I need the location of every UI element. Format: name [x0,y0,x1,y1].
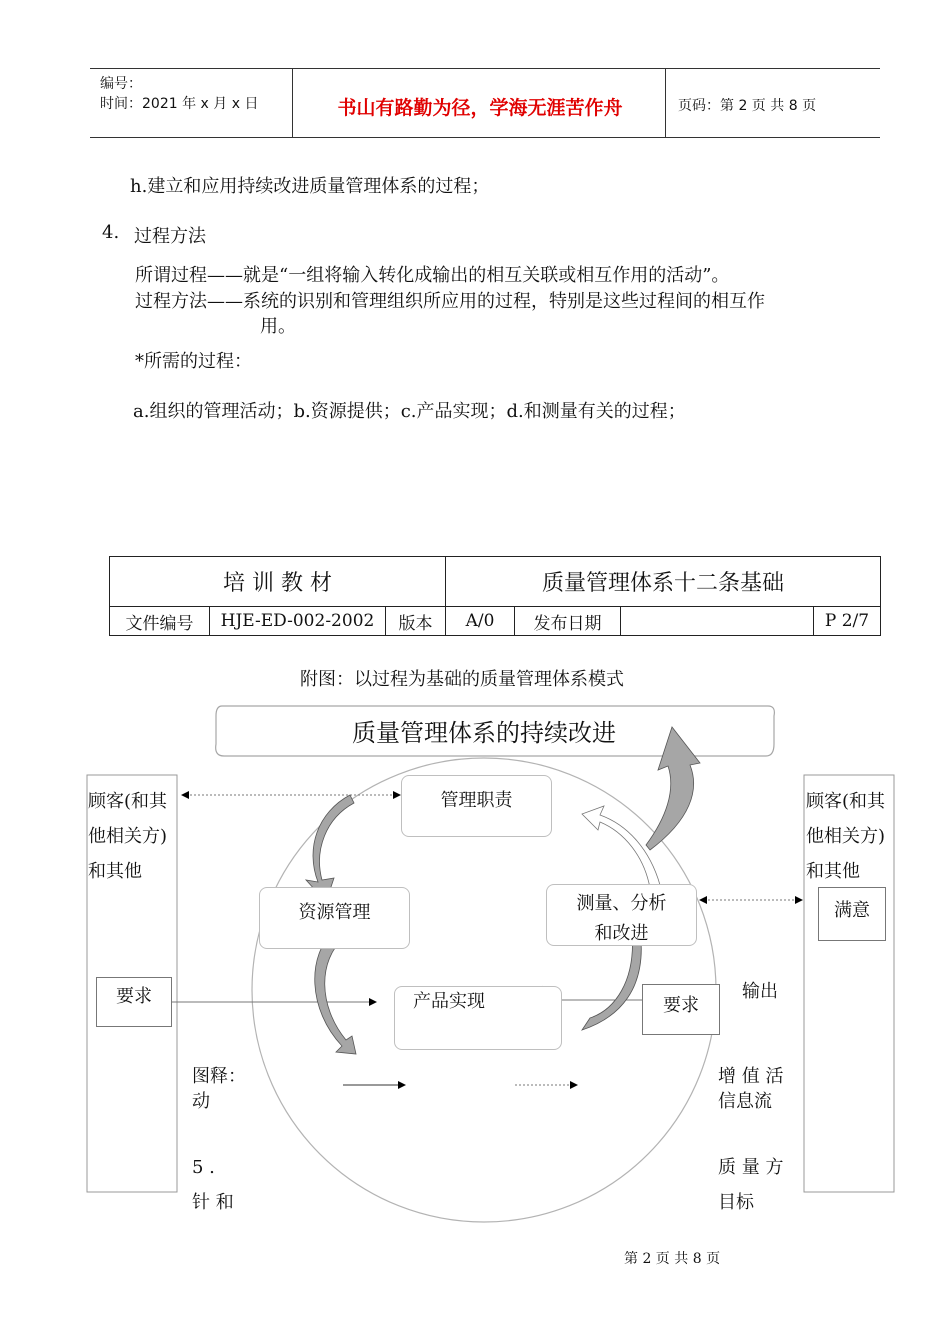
left-customer-text [88,784,167,889]
quality-policy-line: 质 量 方 [718,1157,784,1178]
section-4-number: 4. [102,222,120,243]
figure-caption: 附图：以过程为基础的质量管理体系模式 [300,669,624,690]
resource-management-box [259,887,410,949]
doc-number-label: 编号： [100,76,142,92]
product-realization-box [394,986,562,1050]
right-customer-text [806,784,885,889]
banner-title: 质量管理体系的持续改进 [352,719,616,747]
process-method-line1: 过程方法——系统的识别和管理组织所应用的过程，特别是这些过程间的相互作 [135,291,765,312]
file-no-label: 文件编号 [125,613,194,634]
curved-arrow-icon [306,795,354,902]
time-label: 时间：2021 年 x 月 x 日 [100,96,259,112]
requirement-box-left [96,977,172,1027]
satisfaction-label: 满意 [834,900,870,921]
header-motto: 书山有路勤为径，学海无涯苦作舟 [337,97,623,119]
left-customer-line: 他相关方) [88,826,168,847]
item5-line: 5 . [192,1157,215,1178]
output-label: 输出 [742,981,778,1002]
process-definition: 所谓过程——就是“一组将输入转化成输出的相互关联或相互作用的活动”。 [135,265,730,286]
requirement-label: 要求 [663,995,699,1016]
footer-page-number: 第 2 页 共 8 页 [624,1251,721,1267]
right-customer-line: 他相关方) [806,826,886,847]
material-label: 培 训 教 材 [223,571,332,596]
measurement-label-line2: 和改进 [594,923,649,944]
item5-line: 针 和 [192,1192,234,1213]
left-customer-line: 顾客(和其 [88,791,168,812]
resource-management-label: 资源管理 [298,902,371,923]
left-customer-line: 和其他 [88,861,142,882]
right-customer-line: 和其他 [806,861,860,882]
legend-right-line: 增 值 活 [718,1066,784,1087]
material-title: 质量管理体系十二条基础 [541,571,784,596]
version-label: 版本 [398,613,433,634]
quality-policy-line: 目标 [718,1192,754,1213]
legend-label-line: 图释： [192,1066,246,1087]
product-realization-label: 产品实现 [413,991,485,1012]
page-number: P 2/7 [824,611,870,631]
file-no: HJE-ED-002-2002 [220,611,375,631]
requirement-label: 要求 [116,986,152,1007]
measurement-box [546,884,697,946]
page-label: 页码：第 2 页 共 8 页 [678,98,817,114]
legend-right-text [718,1064,783,1114]
quality-policy-text [718,1150,783,1220]
item-h: h.建立和应用持续改进质量管理体系的过程； [130,176,490,197]
management-responsibility-label: 管理职责 [440,790,513,811]
legend-label [192,1064,246,1114]
section-4-title: 过程方法 [134,226,206,247]
needed-processes-list: a.组织的管理活动；b.资源提供；c.产品实现；d.和测量有关的过程； [133,401,686,422]
requirement-box-right [642,984,720,1035]
right-customer-line: 顾客(和其 [806,791,886,812]
legend-right-line: 信息流 [718,1091,772,1112]
process-method-line2: 用。 [260,316,296,337]
legend-label-line: 动 [192,1091,210,1112]
item5-text [192,1150,234,1220]
version: A/0 [465,611,495,631]
needed-processes: *所需的过程： [135,351,252,372]
measurement-label-line1: 测量、分析 [576,893,667,914]
management-responsibility-box [401,775,552,837]
satisfaction-box [818,887,886,941]
release-label: 发布日期 [533,613,602,634]
